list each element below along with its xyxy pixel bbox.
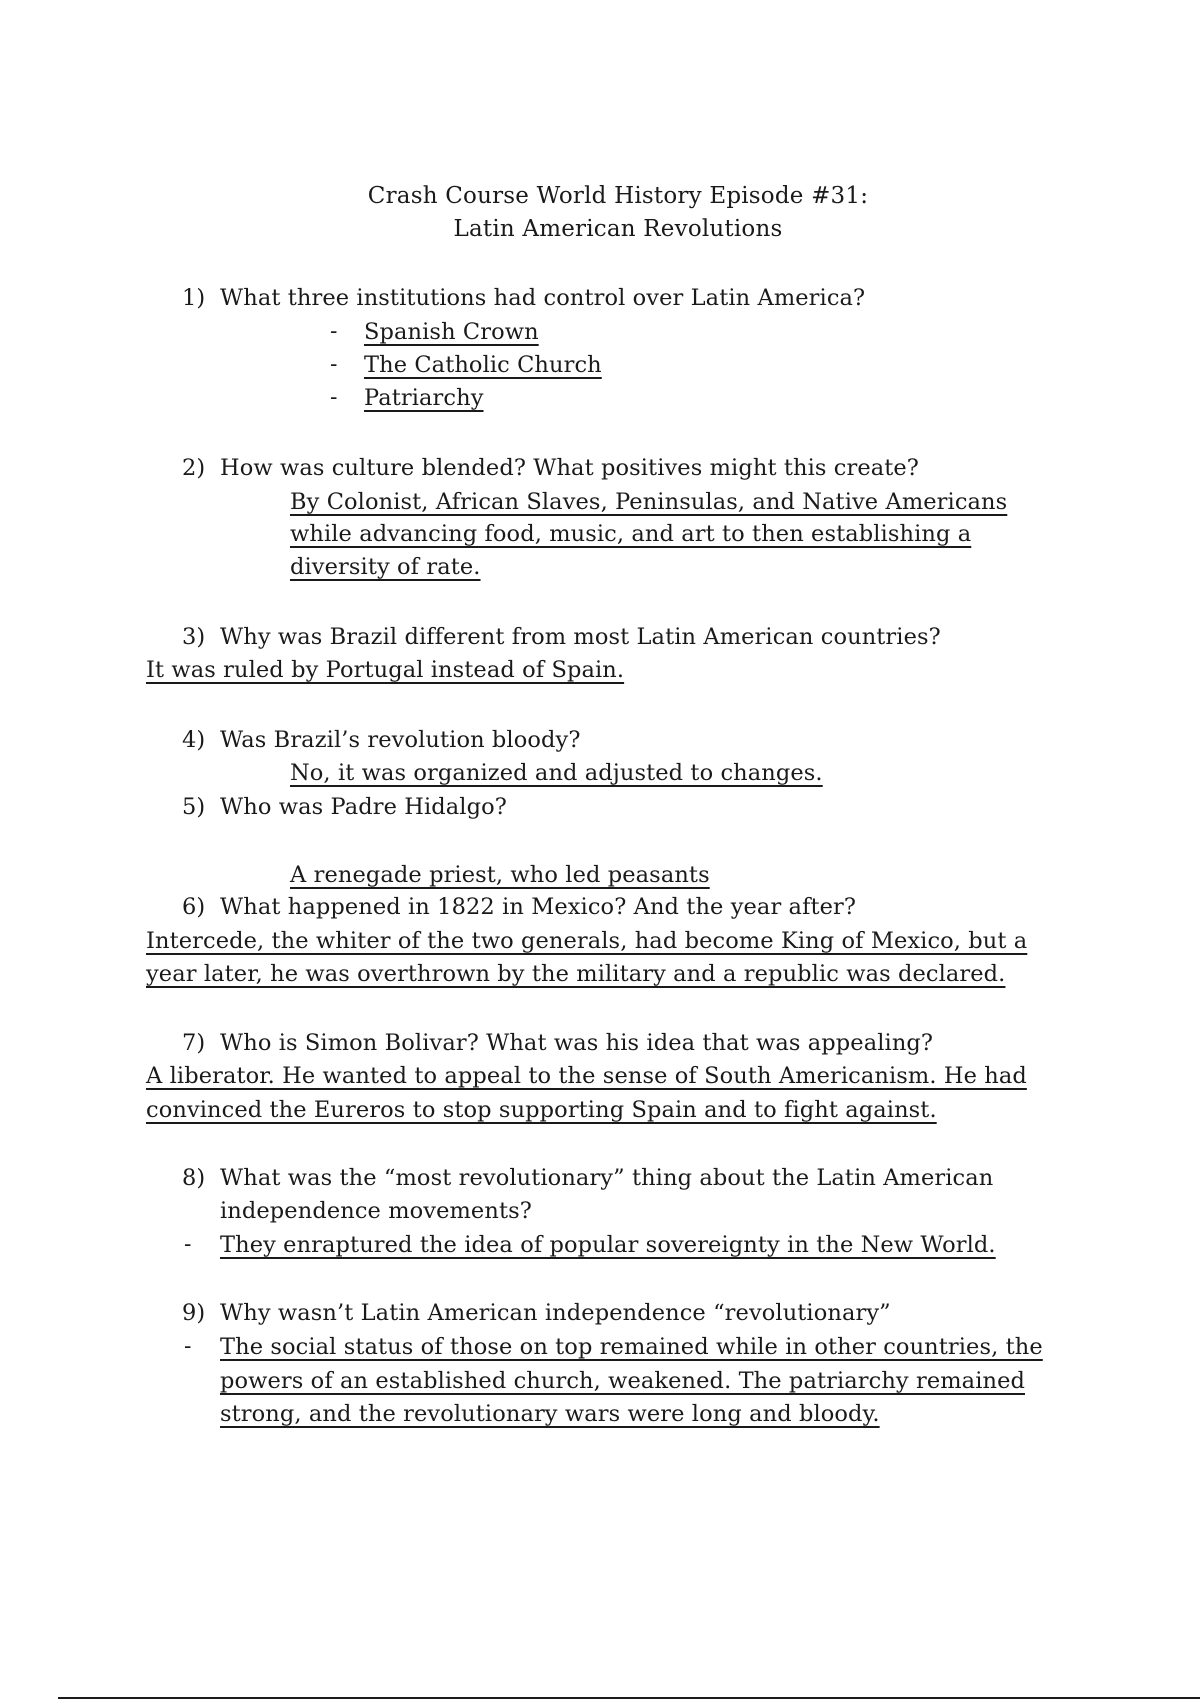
question-text: What was the “most revolutionary” thing about the Latin American xyxy=(220,1165,994,1191)
page-title-line-2: Latin American Revolutions xyxy=(453,216,783,242)
answer-7-line-2: convinced the Eureros to stop supporting Spain and to fight against. xyxy=(146,1097,937,1123)
answer-9-line-2: powers of an established church, weakened. The patriarchy remained xyxy=(220,1368,1025,1394)
answer-1-item-2: The Catholic Church xyxy=(364,352,602,378)
question-7 xyxy=(182,1027,933,1059)
answer-7-line-1: A liberator. He wanted to appeal to the sense of South Americanism. He had xyxy=(146,1063,1027,1089)
question-number: 2) xyxy=(182,455,206,481)
answer-3-line-1: It was ruled by Portugal instead of Spain. xyxy=(146,657,625,683)
question-text: Why was Brazil different from most Latin American countries? xyxy=(220,624,941,650)
question-number: 1) xyxy=(182,285,206,311)
question-4 xyxy=(182,724,581,756)
answer-9-line-1: The social status of those on top remained while in other countries, the xyxy=(220,1334,1043,1360)
question-text: Why wasn’t Latin American independence “revolutionary” xyxy=(220,1300,891,1326)
question-number: 8) xyxy=(182,1165,206,1191)
question-3 xyxy=(182,621,941,653)
question-text: Who is Simon Bolivar? What was his idea that was appealing? xyxy=(220,1030,934,1056)
question-5 xyxy=(182,791,507,823)
question-8 xyxy=(182,1162,993,1194)
question-9 xyxy=(182,1297,891,1329)
question-8-text-continued: independence movements? xyxy=(220,1198,532,1224)
answer-2-line-3: diversity of rate. xyxy=(290,554,481,580)
question-number: 7) xyxy=(182,1030,206,1056)
question-text: What three institutions had control over Latin America? xyxy=(220,285,866,311)
bullet-dash: - xyxy=(184,1232,192,1257)
question-text: What happened in 1822 in Mexico? And the year after? xyxy=(220,894,857,920)
question-number: 5) xyxy=(182,794,206,820)
question-text: Was Brazil’s revolution bloody? xyxy=(220,727,581,753)
bullet-dash: - xyxy=(330,319,338,344)
bullet-dash: - xyxy=(184,1334,192,1359)
question-6 xyxy=(182,891,856,923)
answer-2-line-1: By Colonist, African Slaves, Peninsulas, and Native Americans xyxy=(290,489,1008,515)
answer-4-line-1: No, it was organized and adjusted to changes. xyxy=(290,760,823,786)
question-number: 4) xyxy=(182,727,206,753)
question-2 xyxy=(182,452,919,484)
page-title-line-1: Crash Course World History Episode #31: xyxy=(367,183,869,209)
question-text: Who was Padre Hidalgo? xyxy=(220,794,507,820)
bullet-dash: - xyxy=(330,352,338,377)
question-number: 6) xyxy=(182,894,206,920)
answer-2-line-2: while advancing food, music, and art to then establishing a xyxy=(290,521,972,547)
question-text: How was culture blended? What positives might this create? xyxy=(220,455,919,481)
question-number: 3) xyxy=(182,624,206,650)
question-1 xyxy=(182,282,865,314)
answer-9-line-3: strong, and the revolutionary wars were long and bloody. xyxy=(220,1401,880,1427)
bullet-dash: - xyxy=(330,385,338,410)
answer-1-item-1: Spanish Crown xyxy=(364,319,539,345)
answer-1-item-3: Patriarchy xyxy=(364,385,484,411)
answer-5-line-1: A renegade priest, who led peasants xyxy=(290,862,710,888)
question-number: 9) xyxy=(182,1300,206,1326)
page-bottom-rule xyxy=(58,1697,1200,1699)
answer-6-line-2: year later, he was overthrown by the military and a republic was declared. xyxy=(146,961,1006,987)
answer-8-line-1: They enraptured the idea of popular sovereignty in the New World. xyxy=(220,1232,996,1258)
answer-6-line-1: Intercede, the whiter of the two generals, had become King of Mexico, but a xyxy=(146,928,1028,954)
